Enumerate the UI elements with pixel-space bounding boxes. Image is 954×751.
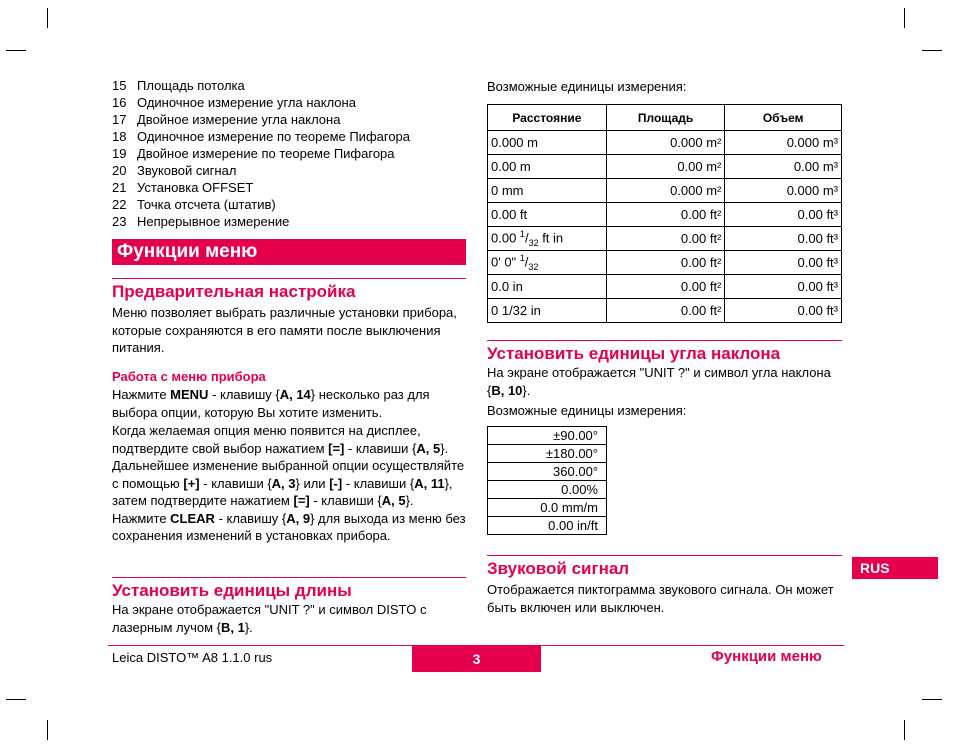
units-cell: 0.00 $^1/_{32}$ ft in bbox=[488, 227, 607, 251]
list-item bbox=[112, 179, 466, 196]
units-cell: 0.00 ft² bbox=[606, 251, 725, 275]
table-row bbox=[488, 499, 607, 517]
table-row bbox=[488, 131, 842, 155]
units-cell: 0.00 ft² bbox=[606, 203, 725, 227]
list-item-number: 22 bbox=[112, 197, 127, 212]
table-row bbox=[488, 463, 607, 481]
angle-cell: ±90.00° bbox=[488, 427, 607, 445]
units-cell: 0.00 ft³ bbox=[725, 227, 842, 251]
angle-cell: ±180.00° bbox=[488, 445, 607, 463]
units-cell: 0.00 ft² bbox=[606, 275, 725, 299]
list-item-number: 17 bbox=[112, 112, 127, 127]
key-label: CLEAR bbox=[170, 510, 215, 526]
units-cell: 0.000 m² bbox=[606, 131, 725, 155]
table-row bbox=[488, 445, 607, 463]
units-cell: 0.00 ft³ bbox=[725, 275, 842, 299]
list-item-number: 21 bbox=[112, 180, 127, 195]
list-item-number: 16 bbox=[112, 95, 127, 110]
angle-table bbox=[487, 426, 607, 535]
fraction-numerator: 1 bbox=[519, 253, 525, 264]
key-label: A, 5 bbox=[381, 493, 406, 508]
table-row bbox=[488, 481, 607, 499]
list-item bbox=[112, 128, 466, 145]
list-item bbox=[112, 213, 466, 230]
beep-body: Отображается пиктограмма звукового сигнала. Он может быть включен или выключен. bbox=[487, 582, 834, 615]
table-row bbox=[488, 155, 842, 179]
fraction-denominator: 32 bbox=[528, 237, 539, 248]
crop-mark bbox=[6, 699, 26, 700]
units-header: Объем bbox=[725, 105, 842, 131]
list-item-text: Двойное измерение угла наклона bbox=[137, 112, 341, 127]
length-body: На экране отображается "UNIT ?" и символ DISTO с лазерным лучом {B, 1}. bbox=[112, 602, 427, 635]
angle-cell: 0.00% bbox=[488, 481, 607, 499]
units-cell: 0.000 m bbox=[488, 131, 607, 155]
list-item-number: 20 bbox=[112, 163, 127, 178]
list-item bbox=[112, 77, 466, 94]
crop-mark bbox=[904, 8, 905, 28]
language-tab: RUS bbox=[852, 557, 938, 579]
key-label: B, 10 bbox=[491, 382, 523, 398]
angle-cell: 360.00° bbox=[488, 463, 607, 481]
list-item-number: 23 bbox=[112, 214, 127, 229]
units-cell: 0.00 ft² bbox=[606, 227, 725, 251]
footer-section: Функции меню bbox=[711, 648, 822, 665]
crop-mark bbox=[922, 699, 942, 700]
page-number: 3 bbox=[412, 646, 541, 672]
units-header: Расстояние bbox=[488, 105, 607, 131]
key-label: MENU bbox=[170, 387, 209, 402]
units-cell: 0.00 m³ bbox=[725, 155, 842, 179]
beep-heading: Звуковой сигнал bbox=[487, 555, 842, 580]
table-row bbox=[488, 179, 842, 203]
table-row bbox=[488, 275, 842, 299]
key-label: A, 14 bbox=[279, 387, 311, 402]
list-item-number: 19 bbox=[112, 146, 127, 161]
units-cell: 0.00 m bbox=[488, 155, 607, 179]
key-label: [=] bbox=[328, 440, 345, 456]
key-label: B, 1 bbox=[221, 619, 245, 635]
crop-mark bbox=[47, 720, 48, 740]
units-cell: 0.00 ft bbox=[488, 203, 607, 227]
table-row bbox=[488, 427, 607, 445]
table-row bbox=[488, 517, 607, 535]
list-item-text: Точка отсчета (штатив) bbox=[137, 197, 276, 212]
units-cell: 0.000 m³ bbox=[725, 131, 842, 155]
length-heading: Установить единицы длины bbox=[112, 577, 466, 602]
work-paragraph-2: Когда желаемая опция меню появится на дисплее, подтвердите свой выбор нажатием [=] - клавиши {A, 5}. Дальнейшее изменение выбранной опции осуществляйте с помощью [+] - клавиши {A, 3} или [-] - клавиши {A, 11}, затем подтвердите нажатием [=] - клавиши {A, 5}. Нажмите CLEAR - клавишу {A, 9} для выхода из меню без сохранения изменений в установках прибора. bbox=[112, 423, 466, 543]
preset-body: Меню позволяет выбрать различные установки прибора, которые сохраняются в его памяти после выключения питания. bbox=[112, 305, 457, 355]
units-intro: Возможные единицы измерения: bbox=[487, 79, 687, 94]
angle-cell: 0.0 mm/m bbox=[488, 499, 607, 517]
key-label: A, 11 bbox=[414, 475, 445, 491]
units-cell: 0' 0" $^1/_{32}$ bbox=[488, 251, 607, 275]
units-cell: 0 1/32 in bbox=[488, 299, 607, 323]
list-item-text: Площадь потолка bbox=[137, 78, 245, 93]
table-row bbox=[488, 227, 842, 251]
footer-product: Leica DISTO™ A8 1.1.0 rus bbox=[112, 650, 273, 665]
section-title-bar: Функции меню bbox=[112, 239, 466, 265]
key-label: [=] bbox=[293, 493, 310, 508]
units-cell: 0.00 ft³ bbox=[725, 299, 842, 323]
list-item-number: 18 bbox=[112, 129, 127, 144]
angle-cell: 0.00 in/ft bbox=[488, 517, 607, 535]
crop-mark bbox=[47, 8, 48, 28]
list-item-text: Одиночное измерение по теореме Пифагора bbox=[137, 129, 411, 144]
numbered-list bbox=[112, 77, 466, 230]
angle-intro: Возможные единицы измерения: bbox=[487, 403, 687, 418]
key-label: [-] bbox=[329, 475, 343, 491]
work-heading: Работа с меню прибора bbox=[112, 369, 266, 384]
units-table bbox=[487, 104, 842, 323]
units-cell: 0.000 m² bbox=[606, 179, 725, 203]
list-item-text: Звуковой сигнал bbox=[137, 163, 237, 178]
angle-body: На экране отображается "UNIT ?" и символ угла наклона {B, 10}. bbox=[487, 365, 831, 398]
angle-heading: Установить единицы угла наклона bbox=[487, 340, 842, 365]
list-item bbox=[112, 162, 466, 179]
list-item bbox=[112, 196, 466, 213]
list-item-text: Двойное измерение по теореме Пифагора bbox=[137, 146, 395, 161]
fraction-numerator: 1 bbox=[519, 229, 525, 240]
key-label: A, 9 bbox=[286, 510, 311, 526]
units-header: Площадь bbox=[606, 105, 725, 131]
table-row bbox=[488, 299, 842, 323]
key-label: [+] bbox=[183, 475, 200, 491]
list-item bbox=[112, 111, 466, 128]
fraction-denominator: 32 bbox=[528, 261, 539, 272]
preset-heading: Предварительная настройка bbox=[112, 278, 466, 303]
units-cell: 0.000 m³ bbox=[725, 179, 842, 203]
units-cell: 0.0 in bbox=[488, 275, 607, 299]
crop-mark bbox=[6, 50, 26, 51]
list-item-number: 15 bbox=[112, 78, 127, 93]
key-label: A, 5 bbox=[416, 440, 441, 456]
list-item-text: Непрерывное измерение bbox=[137, 214, 290, 229]
units-cell: 0.00 ft³ bbox=[725, 251, 842, 275]
table-row bbox=[488, 203, 842, 227]
key-label: A, 3 bbox=[271, 475, 296, 491]
units-cell: 0.00 m² bbox=[606, 155, 725, 179]
crop-mark bbox=[904, 720, 905, 740]
list-item bbox=[112, 145, 466, 162]
units-cell: 0.00 ft² bbox=[606, 299, 725, 323]
list-item bbox=[112, 94, 466, 111]
crop-mark bbox=[922, 50, 942, 51]
list-item-text: Установка OFFSET bbox=[137, 180, 254, 195]
units-cell: 0.00 ft³ bbox=[725, 203, 842, 227]
table-row bbox=[488, 251, 842, 275]
work-paragraph-1: Нажмите MENU - клавишу {A, 14} несколько раз для выбора опции, которую Вы хотите изменить. bbox=[112, 387, 430, 420]
list-item-text: Одиночное измерение угла наклона bbox=[137, 95, 356, 110]
units-cell: 0 mm bbox=[488, 179, 607, 203]
